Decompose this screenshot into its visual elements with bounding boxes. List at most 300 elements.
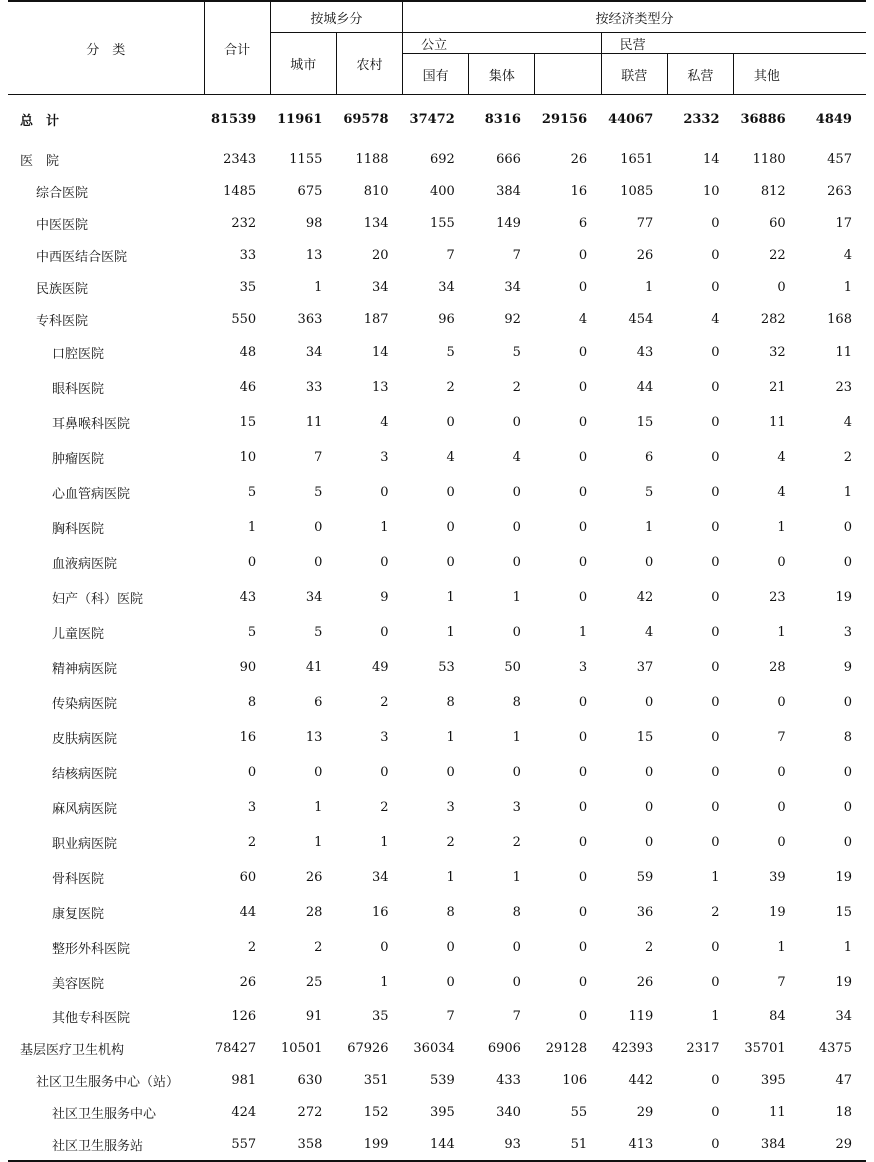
- table-row: [8, 175, 866, 207]
- table-cell: 400: [429, 183, 455, 199]
- table-cell: 2: [380, 800, 389, 815]
- table-cell: 44067: [608, 111, 654, 127]
- row-label: 美容医院: [52, 977, 105, 992]
- row-label: 社区卫生服务站: [8, 1128, 204, 1161]
- row-label: 综合医院: [36, 185, 89, 201]
- table-cell: 55: [570, 1104, 588, 1120]
- row-label: 中医医院: [36, 217, 89, 233]
- table-row: [8, 303, 866, 335]
- table-cell: 16: [372, 905, 389, 920]
- table-cell: 3: [247, 800, 257, 815]
- table-cell: 0: [512, 625, 521, 640]
- table-cell: 81539: [210, 111, 257, 127]
- table-header: [8, 1, 866, 95]
- header-spacer: [800, 54, 866, 95]
- table-cell: 43: [239, 590, 257, 605]
- row-label: 心血管病医院: [52, 487, 131, 502]
- table-cell: 0: [380, 555, 389, 570]
- table-cell: 630: [297, 1072, 323, 1088]
- table-cell: 78427: [214, 1040, 257, 1056]
- row-label: 社区卫生服务中心: [52, 1106, 157, 1122]
- table-cell: 44: [636, 380, 654, 395]
- header-by-urban-rural: 按城乡分: [270, 1, 402, 33]
- table-cell: 19: [835, 870, 852, 885]
- table-cell: 4: [777, 485, 786, 500]
- table-cell: 1: [247, 520, 257, 535]
- row-label: 整形外科医院: [52, 942, 131, 957]
- table-cell: 0: [777, 765, 786, 780]
- table-cell: 32: [769, 345, 786, 360]
- table-row: [8, 965, 866, 1000]
- row-label: 眼科医院: [52, 382, 105, 397]
- table-cell: 0: [711, 695, 720, 710]
- table-row: [8, 790, 866, 825]
- table-cell: 15: [835, 905, 852, 920]
- table-cell: 28: [305, 905, 323, 920]
- table-cell: 3: [843, 625, 852, 640]
- table-cell: 0: [711, 940, 720, 955]
- table-cell: 0: [843, 835, 852, 850]
- table-cell: 93: [469, 1128, 535, 1161]
- table-cell: 395: [760, 1072, 786, 1088]
- table-cell: 8: [446, 695, 455, 710]
- table-cell: 0: [512, 555, 521, 570]
- table-cell: 7: [512, 1008, 521, 1024]
- table-cell: 1: [314, 800, 323, 815]
- row-label: 胸科医院: [52, 522, 105, 537]
- table-cell: 0: [380, 765, 389, 780]
- row-label: 麻风病医院: [52, 802, 118, 817]
- table-cell: 0: [578, 247, 588, 263]
- table-cell: 0: [777, 279, 786, 295]
- table-cell: 0: [843, 555, 852, 570]
- table-row: [8, 335, 866, 370]
- table-row: [8, 207, 866, 239]
- table-cell: 0: [711, 1104, 720, 1120]
- table-cell: 2: [512, 380, 521, 395]
- table-cell: 19: [835, 975, 852, 990]
- table-cell: 0: [711, 800, 720, 815]
- table-cell: 3: [380, 450, 389, 465]
- table-cell: 433: [496, 1072, 521, 1088]
- table-cell: 1: [777, 625, 786, 640]
- row-label: 基层医疗卫生机构: [20, 1042, 125, 1058]
- table-cell: 36886: [740, 111, 786, 127]
- table-cell: 13: [305, 730, 323, 745]
- table-cell: 50: [504, 660, 521, 675]
- header-by-economic-type: 按经济类型分: [403, 1, 866, 33]
- header-collective: 集体: [469, 54, 535, 95]
- table-cell: 15: [636, 730, 654, 745]
- table-cell: 2: [711, 905, 720, 920]
- table-cell: 33: [305, 380, 323, 395]
- table-cell: 28: [769, 660, 786, 675]
- table-cell: 8316: [484, 111, 521, 127]
- table-cell: 35: [372, 1008, 389, 1024]
- header-public: 公立: [403, 33, 602, 54]
- header-category: 分 类: [8, 1, 204, 95]
- table-cell: 0: [711, 520, 720, 535]
- table-cell: 0: [711, 415, 720, 430]
- table-row: [8, 755, 866, 790]
- table-cell: 0: [711, 590, 720, 605]
- table-row: [8, 143, 866, 175]
- table-cell: 15: [239, 415, 257, 430]
- table-cell: 44: [239, 905, 257, 920]
- table-cell: 8: [446, 905, 455, 920]
- row-label: 医 院: [20, 153, 60, 169]
- table-cell: 1188: [355, 151, 389, 167]
- table-cell: 1651: [620, 151, 654, 167]
- table-row: [8, 440, 866, 475]
- table-cell: 384: [496, 183, 521, 199]
- table-cell: 2: [645, 940, 654, 955]
- table-cell: 34: [305, 345, 323, 360]
- table-cell: 26: [570, 151, 588, 167]
- row-label: 皮肤病医院: [52, 732, 118, 747]
- table-cell: 2317: [686, 1040, 720, 1056]
- table-cell: 19: [835, 590, 852, 605]
- table-cell: 0: [380, 940, 389, 955]
- table-cell: 4849: [815, 111, 852, 127]
- table-cell: 18: [835, 1104, 852, 1120]
- table-cell: 675: [297, 183, 323, 199]
- table-row: [8, 720, 866, 755]
- table-cell: 1: [645, 520, 654, 535]
- statistics-table: [8, 0, 866, 1162]
- table-cell: 20: [372, 247, 389, 263]
- table-cell: 91: [305, 1008, 323, 1024]
- table-cell: 106: [562, 1072, 588, 1088]
- table-cell: 0: [711, 450, 720, 465]
- table-cell: 0: [711, 215, 720, 231]
- statistics-table-container: [8, 0, 864, 1162]
- table-row: [8, 580, 866, 615]
- row-label: 中西医结合医院: [36, 249, 128, 265]
- table-row: [8, 1096, 866, 1128]
- table-cell: 37: [636, 660, 654, 675]
- table-cell: 2: [446, 380, 455, 395]
- header-filler: [535, 54, 601, 95]
- table-cell: 9: [843, 660, 852, 675]
- header-other: 其他: [734, 54, 800, 95]
- header-joint: 联营: [601, 54, 667, 95]
- table-cell: 0: [711, 625, 720, 640]
- table-cell: 21: [769, 380, 786, 395]
- row-label: 耳鼻喉科医院: [52, 417, 131, 432]
- table-cell: 9: [380, 590, 389, 605]
- table-cell: 119: [628, 1008, 654, 1024]
- table-cell: 43: [636, 345, 654, 360]
- table-row: [8, 271, 866, 303]
- header-total: 合计: [204, 1, 270, 95]
- row-label: 结核病医院: [52, 767, 118, 782]
- table-cell: 0: [777, 555, 786, 570]
- table-cell: 14: [372, 345, 389, 360]
- table-cell: 0: [578, 485, 588, 500]
- table-cell: 4: [512, 450, 521, 465]
- table-cell: 16: [570, 183, 588, 199]
- table-cell: 168: [827, 311, 852, 327]
- table-cell: 7: [777, 730, 786, 745]
- table-cell: 84: [769, 1008, 786, 1024]
- table-cell: 0: [578, 940, 588, 955]
- row-label: 骨科医院: [52, 872, 105, 887]
- table-row: [8, 825, 866, 860]
- table-cell: 36034: [413, 1040, 455, 1056]
- table-cell: 17: [835, 215, 852, 231]
- table-cell: 1: [380, 520, 389, 535]
- table-cell: 1: [512, 870, 521, 885]
- table-cell: 155: [429, 215, 455, 231]
- table-cell: 4: [645, 625, 654, 640]
- table-cell: 11: [769, 1104, 786, 1120]
- table-row: [8, 1032, 866, 1064]
- table-cell: 0: [380, 485, 389, 500]
- table-cell: 0: [645, 835, 654, 850]
- table-cell: 0: [446, 765, 455, 780]
- table-cell: 0: [512, 765, 521, 780]
- table-cell: 10: [702, 183, 720, 199]
- table-cell: 0: [578, 279, 588, 295]
- table-cell: 13: [372, 380, 389, 395]
- table-cell: 8: [512, 695, 521, 710]
- table-cell: 810: [363, 183, 389, 199]
- table-cell: 3: [512, 800, 521, 815]
- table-cell: 47: [835, 1072, 852, 1088]
- table-cell: 0: [380, 625, 389, 640]
- table-cell: 19: [769, 905, 786, 920]
- table-cell: 34: [504, 279, 521, 295]
- table-cell: 5: [446, 345, 455, 360]
- table-cell: 4: [578, 311, 588, 327]
- header-urban: 城市: [270, 33, 336, 95]
- table-cell: 0: [711, 660, 720, 675]
- table-row: [8, 650, 866, 685]
- table-cell: 0: [578, 555, 588, 570]
- row-label: 妇产（科）医院: [52, 592, 144, 607]
- table-cell: 3: [380, 730, 389, 745]
- table-cell: 7: [446, 1008, 455, 1024]
- table-cell: 0: [314, 765, 323, 780]
- table-cell: 340: [496, 1104, 521, 1120]
- table-cell: 1: [711, 1008, 720, 1024]
- header-private: 私营: [667, 54, 733, 95]
- table-cell: 48: [239, 345, 257, 360]
- table-cell: 34: [372, 279, 389, 295]
- table-row: [8, 405, 866, 440]
- table-cell: 0: [843, 520, 852, 535]
- table-cell: 29: [800, 1128, 866, 1161]
- table-cell: 2: [247, 835, 257, 850]
- table-cell: 4375: [818, 1040, 852, 1056]
- table-cell: 557: [204, 1128, 270, 1161]
- table-cell: 13: [305, 247, 323, 263]
- row-label: 专科医院: [36, 313, 89, 329]
- row-label: 口腔医院: [52, 347, 105, 362]
- table-cell: 92: [504, 311, 521, 327]
- table-cell: 0: [645, 765, 654, 780]
- table-cell: 0: [247, 555, 257, 570]
- table-cell: 1: [843, 940, 852, 955]
- table-cell: 10501: [281, 1040, 323, 1056]
- table-cell: 96: [438, 311, 455, 327]
- table-cell: 0: [578, 380, 588, 395]
- table-cell: 11: [835, 345, 852, 360]
- table-cell: 1: [446, 730, 455, 745]
- row-label: 康复医院: [52, 907, 105, 922]
- table-row: [8, 475, 866, 510]
- table-cell: 0: [578, 695, 588, 710]
- table-cell: 0: [777, 800, 786, 815]
- table-cell: 1: [446, 625, 455, 640]
- table-cell: 442: [628, 1072, 654, 1088]
- table-cell: 1: [843, 485, 852, 500]
- table-cell: 457: [827, 151, 852, 167]
- table-cell: 424: [231, 1104, 257, 1120]
- table-cell: 5: [314, 485, 323, 500]
- table-cell: 1085: [620, 183, 654, 199]
- table-row: [8, 239, 866, 271]
- table-cell: 11: [305, 415, 323, 430]
- table-cell: 11961: [277, 111, 323, 127]
- table-cell: 199: [336, 1128, 402, 1161]
- table-cell: 0: [711, 279, 720, 295]
- table-cell: 0: [512, 940, 521, 955]
- table-cell: 981: [231, 1072, 257, 1088]
- table-cell: 0: [512, 520, 521, 535]
- table-cell: 363: [297, 311, 323, 327]
- table-cell: 10: [239, 450, 257, 465]
- table-cell: 1485: [223, 183, 257, 199]
- table-cell: 0: [578, 730, 588, 745]
- table-row: [8, 685, 866, 720]
- header-state-owned: 国有: [403, 54, 469, 95]
- table-cell: 25: [305, 975, 323, 990]
- table-cell: 3: [578, 660, 588, 675]
- table-cell: 0: [711, 730, 720, 745]
- table-cell: 26: [305, 870, 323, 885]
- row-label: 儿童医院: [52, 627, 105, 642]
- table-cell: 4: [446, 450, 455, 465]
- table-cell: 26: [239, 975, 257, 990]
- table-cell: 5: [512, 345, 521, 360]
- table-cell: 0: [314, 555, 323, 570]
- table-cell: 51: [535, 1128, 601, 1161]
- table-row: [8, 860, 866, 895]
- table-cell: 0: [777, 695, 786, 710]
- table-cell: 2332: [683, 111, 720, 127]
- table-cell: 812: [760, 183, 786, 199]
- table-cell: 3: [446, 800, 455, 815]
- table-cell: 26: [636, 247, 654, 263]
- table-cell: 39: [769, 870, 786, 885]
- table-cell: 5: [645, 485, 654, 500]
- table-cell: 539: [429, 1072, 455, 1088]
- table-cell: 0: [777, 835, 786, 850]
- table-cell: 34: [372, 870, 389, 885]
- table-cell: 1: [843, 279, 852, 295]
- table-cell: 60: [769, 215, 786, 231]
- row-label: 传染病医院: [52, 697, 118, 712]
- table-cell: 98: [305, 215, 323, 231]
- row-label: 其他专科医院: [52, 1010, 131, 1026]
- table-row: [8, 510, 866, 545]
- table-cell: 0: [711, 345, 720, 360]
- table-cell: 8: [843, 730, 852, 745]
- table-cell: 0: [446, 520, 455, 535]
- table-cell: 0: [578, 975, 588, 990]
- table-cell: 6: [645, 450, 654, 465]
- row-label: 肿瘤医院: [52, 452, 105, 467]
- table-cell: 1155: [289, 151, 323, 167]
- table-cell: 8: [512, 905, 521, 920]
- table-cell: 34: [835, 1008, 852, 1024]
- table-cell: 0: [578, 800, 588, 815]
- table-cell: 16: [239, 730, 257, 745]
- row-label: 总 计: [20, 113, 60, 129]
- table-cell: 23: [769, 590, 786, 605]
- table-cell: 0: [446, 940, 455, 955]
- table-cell: 23: [835, 380, 852, 395]
- table-cell: 67926: [347, 1040, 389, 1056]
- table-cell: 1: [446, 870, 455, 885]
- table-cell: 144: [403, 1128, 469, 1161]
- table-cell: 2: [314, 940, 323, 955]
- table-cell: 4: [843, 415, 852, 430]
- table-cell: 1: [645, 279, 654, 295]
- table-cell: 41: [305, 660, 323, 675]
- table-cell: 29: [636, 1104, 654, 1120]
- table-cell: 26: [636, 975, 654, 990]
- table-cell: 0: [578, 590, 588, 605]
- table-cell: 14: [702, 151, 720, 167]
- table-cell: 15: [636, 415, 654, 430]
- table-cell: 0: [446, 415, 455, 430]
- table-cell: 0: [843, 800, 852, 815]
- table-cell: 4: [777, 450, 786, 465]
- table-cell: 187: [363, 311, 389, 327]
- table-cell: 8: [247, 695, 257, 710]
- table-cell: 59: [636, 870, 654, 885]
- table-cell: 5: [247, 625, 257, 640]
- table-cell: 0: [578, 765, 588, 780]
- table-cell: 42393: [611, 1040, 654, 1056]
- table-cell: 0: [512, 485, 521, 500]
- table-cell: 34: [305, 590, 323, 605]
- table-cell: 4: [380, 415, 389, 430]
- table-cell: 384: [734, 1128, 800, 1161]
- table-cell: 1: [578, 625, 588, 640]
- table-cell: 35: [239, 279, 257, 295]
- table-cell: 0: [711, 555, 720, 570]
- table-cell: 0: [711, 975, 720, 990]
- table-cell: 90: [239, 660, 257, 675]
- table-cell: 0: [578, 870, 588, 885]
- table-cell: 0: [247, 765, 257, 780]
- table-cell: 29128: [545, 1040, 588, 1056]
- table-cell: 149: [496, 215, 521, 231]
- table-cell: 0: [578, 415, 588, 430]
- table-cell: 1180: [752, 151, 786, 167]
- table-cell: 0: [645, 555, 654, 570]
- table-cell: 413: [601, 1128, 667, 1161]
- table-cell: 0: [578, 835, 588, 850]
- table-cell: 0: [711, 380, 720, 395]
- table-cell: 358: [270, 1128, 336, 1161]
- row-label: 精神病医院: [52, 662, 118, 677]
- table-cell: 7: [777, 975, 786, 990]
